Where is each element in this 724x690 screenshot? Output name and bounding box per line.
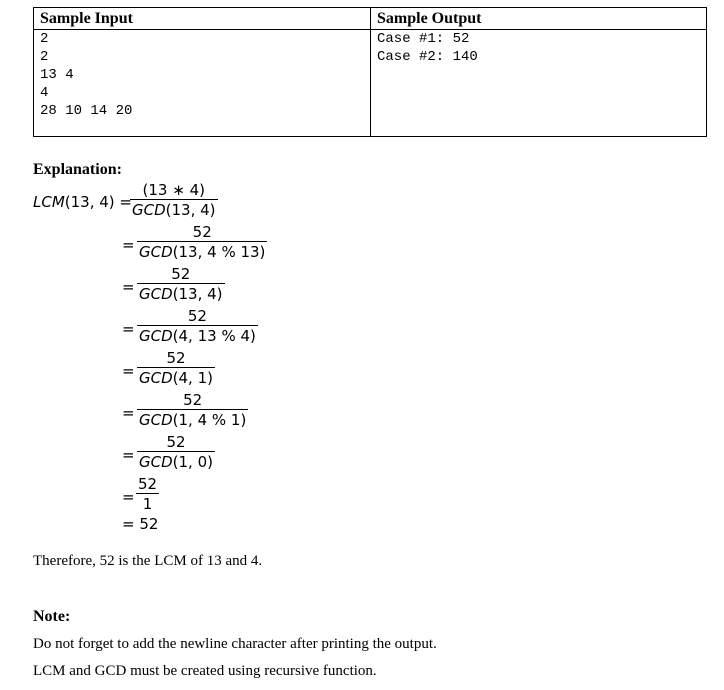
fraction-step	[137, 265, 225, 304]
sample-output-lines	[371, 30, 706, 66]
sample-output-header: Sample Output	[371, 8, 706, 30]
conclusion-text: Therefore, 52 is the LCM of 13 and 4.	[33, 553, 263, 569]
lcm-function-name: LCM	[33, 193, 65, 211]
sample-input-line: 28 10 14 20	[40, 103, 133, 119]
sample-output-line: Case #1: 52	[377, 31, 470, 47]
sample-input-line: 2	[40, 49, 49, 65]
fraction-numerator: 52	[192, 223, 212, 241]
gcd-args: (1, 4 % 1)	[172, 411, 247, 429]
equals-sign: =	[122, 446, 135, 464]
sample-input-header: Sample Input	[34, 8, 370, 30]
gcd-args: (13, 4 % 13)	[172, 243, 266, 261]
fraction-denominator	[137, 284, 225, 304]
sample-input-line: 2	[40, 31, 49, 47]
sample-input-column	[34, 8, 371, 136]
fraction-step	[137, 349, 215, 388]
fraction-numerator: 52	[166, 433, 186, 451]
gcd-args: (13, 4)	[165, 201, 216, 219]
fraction-step	[137, 433, 215, 472]
gcd-args: (4, 1)	[172, 369, 213, 387]
fraction-step	[130, 181, 218, 220]
gcd-function-name: GCD	[139, 243, 173, 261]
fraction-denominator	[137, 452, 215, 472]
sample-input-line: 13 4	[40, 67, 74, 83]
sample-output-column	[371, 8, 706, 136]
equals-sign: =	[122, 488, 135, 506]
equals-sign: =	[122, 236, 135, 254]
lcm-lhs	[33, 193, 132, 211]
note-line: LCM and GCD must be created using recursive function.	[33, 663, 377, 679]
equals-sign: =	[122, 278, 135, 296]
fraction-denominator	[130, 200, 218, 220]
fraction-numerator: 52	[183, 391, 203, 409]
gcd-function-name: GCD	[139, 327, 173, 345]
gcd-args: (13, 4)	[172, 285, 223, 303]
sample-input-lines	[34, 30, 370, 120]
equals-sign: =	[122, 320, 135, 338]
fraction-numerator: 52	[166, 349, 186, 367]
lcm-args: (13, 4) =	[64, 193, 132, 211]
gcd-args: 1	[142, 495, 153, 513]
fraction-step	[137, 391, 248, 430]
gcd-args: (4, 13 % 4)	[172, 327, 256, 345]
equals-sign: =	[122, 404, 135, 422]
sample-output-line: Case #2: 140	[377, 49, 478, 65]
fraction-numerator: 52	[187, 307, 207, 325]
gcd-function-name: GCD	[139, 411, 173, 429]
fraction-denominator	[137, 326, 258, 346]
fraction-denominator	[137, 368, 215, 388]
note-heading: Note:	[33, 608, 71, 625]
fraction-numerator: 52	[171, 265, 191, 283]
gcd-function-name: GCD	[139, 285, 173, 303]
note-line: Do not forget to add the newline character after printing the output.	[33, 636, 437, 652]
fraction-step	[136, 475, 159, 514]
equals-sign: =	[122, 362, 135, 380]
fraction-denominator	[137, 242, 267, 262]
gcd-args: (1, 0)	[172, 453, 213, 471]
final-result: = 52	[122, 515, 159, 533]
fraction-step	[137, 223, 267, 262]
sample-io-table	[33, 7, 707, 137]
explanation-heading: Explanation:	[33, 161, 122, 178]
fraction-denominator	[137, 410, 248, 430]
fraction-step	[137, 307, 258, 346]
gcd-function-name: GCD	[132, 201, 166, 219]
fraction-numerator: (13 ∗ 4)	[142, 181, 205, 199]
gcd-function-name: GCD	[139, 453, 173, 471]
fraction-denominator	[141, 494, 155, 514]
fraction-numerator: 52	[138, 475, 158, 493]
gcd-function-name: GCD	[139, 369, 173, 387]
sample-input-line: 4	[40, 85, 49, 101]
